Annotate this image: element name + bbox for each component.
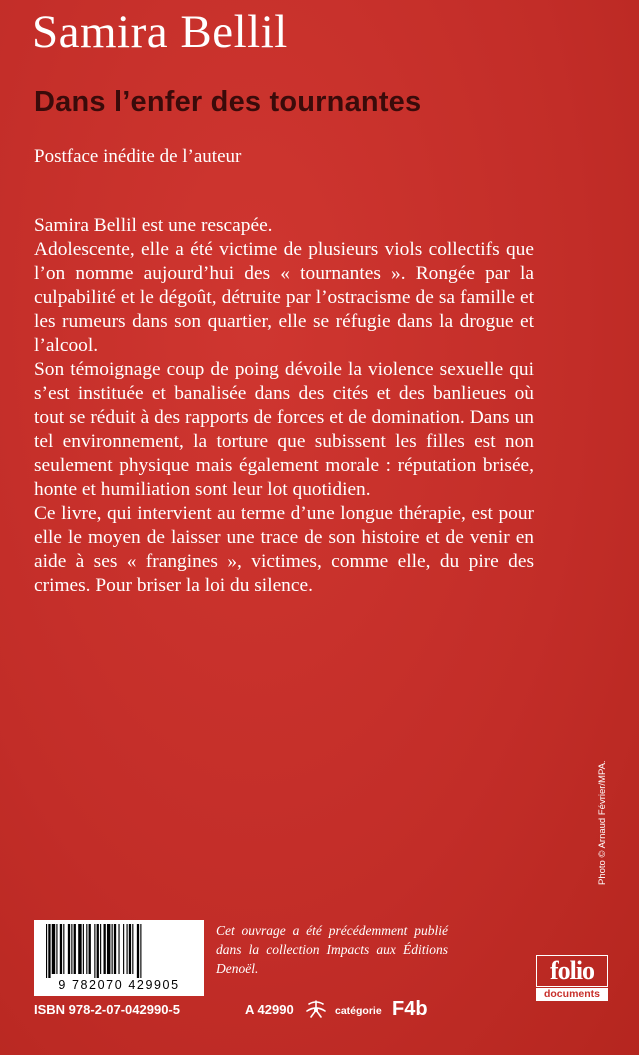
blurb-paragraph: Adolescente, elle a été victime de plusieurs viols collectifs que l’on nomme aujourd’hui des « tournantes ». Rongée par la culpabilité et le dégoût, détruite par l’ostracisme de sa famille et les rumeurs dans son quartier, elle se réfugie dans la drogue et l’alcool. <box>34 239 534 356</box>
barcode-bar <box>74 924 76 974</box>
barcode-bar <box>114 924 116 974</box>
barcode-bar <box>89 924 91 974</box>
barcode-number: 9 782070 429905 <box>58 978 180 992</box>
barcode-bar <box>68 924 70 974</box>
photo-credit: Photo © Arnaud Février/MPA. <box>597 760 608 885</box>
blurb-paragraph: Son témoignage coup de poing dévoile la violence sexuelle qui s’est instituée et banalisée dans des cités et des banlieues où tout se réduit à des rapports de forces et de domination. Dans un tel environnement, la torture que subissent les filles est non seulement physique mais également morale : réputation brisée, honte et humiliation sont leur lot quotidien. <box>34 359 534 500</box>
book-subtitle: Postface inédite de l’auteur <box>34 146 242 167</box>
barcode-bar <box>100 924 101 974</box>
barcode-bar <box>46 924 47 978</box>
book-title: Dans l’enfer des tournantes <box>34 86 422 118</box>
barcode-bar <box>83 924 84 974</box>
barcode-bar <box>107 924 110 974</box>
barcode-bar <box>78 924 81 974</box>
category-code: F4b <box>392 998 428 1020</box>
category-label: catégorie <box>335 1005 382 1017</box>
barcode-bar <box>60 924 62 974</box>
barcode-bar <box>140 924 141 978</box>
folio-logo-box <box>536 955 608 987</box>
barcode-bar <box>118 924 119 974</box>
barcode-bar <box>94 924 95 978</box>
folio-logo-word: folio <box>549 956 595 985</box>
author-name: Samira Bellil <box>32 6 288 58</box>
barcode-bar <box>86 924 87 974</box>
edition-note-text: Cet ouvrage a été précédemment publié dans la collection Impacts aux Éditions Denoël. <box>216 923 448 976</box>
gallimard-logo-icon <box>303 999 329 1022</box>
barcode-bars <box>34 920 204 978</box>
folio-logo-subline: documents <box>536 988 608 1001</box>
barcode-bar <box>56 924 57 974</box>
barcode-bar <box>63 924 64 974</box>
barcode-bar <box>112 924 113 974</box>
barcode-bar <box>123 924 124 974</box>
barcode-bar <box>71 924 72 974</box>
blurb <box>34 214 534 598</box>
isbn: ISBN 978-2-07-042990-5 <box>34 1002 180 1017</box>
barcode <box>34 920 204 996</box>
barcode-bar <box>97 924 99 978</box>
barcode-bar <box>137 924 139 978</box>
blurb-paragraph: Samira Bellil est une rescapée. <box>34 215 273 236</box>
barcode-bar <box>132 924 133 974</box>
barcode-bar <box>104 924 106 974</box>
price-code: A 42990 <box>245 1002 294 1017</box>
barcode-bar <box>129 924 131 974</box>
edition-note <box>216 921 448 978</box>
barcode-bar <box>52 924 55 974</box>
blurb-paragraph: Ce livre, qui intervient au terme d’une longue thérapie, est pour elle le moyen de laisser une trace de son histoire et de venir en aide à ses « frangines », victimes, comme elle, du pire des crimes. Pour briser la loi du silence. <box>34 503 534 596</box>
barcode-bar <box>127 924 128 974</box>
folio-documents-logo <box>536 955 608 1001</box>
barcode-bar <box>48 924 50 978</box>
